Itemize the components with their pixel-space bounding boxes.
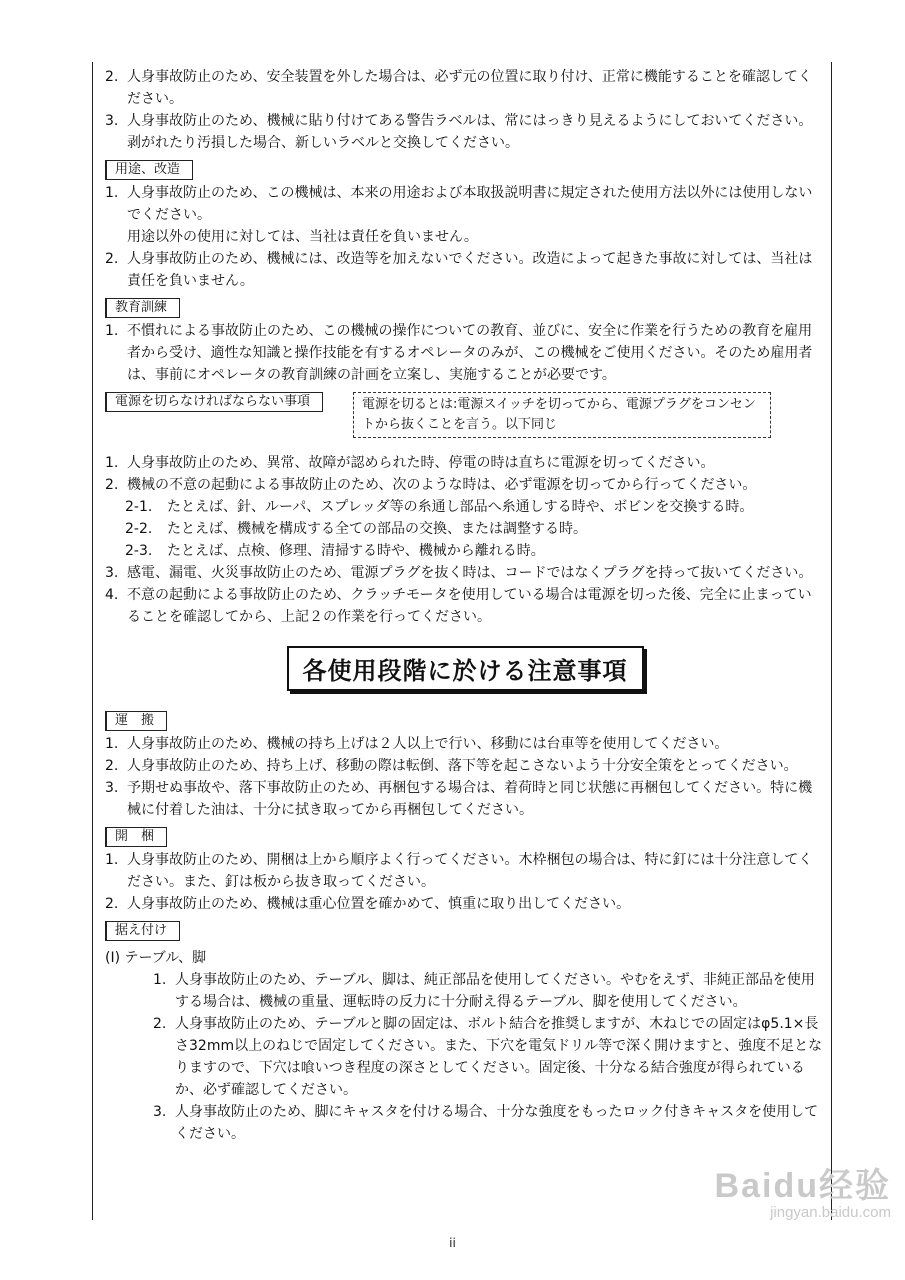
list-item: 2. 人身事故防止のため、機械には、改造等を加えないでください。改造によって起きた事故に対しては、当社は責任を負いません。: [105, 251, 813, 289]
list-item: 3. 人身事故防止のため、機械に貼り付けてある警告ラベルは、常にはっきり見えるようにしておいてください。剥がれたり汚損した場合、新しいラベルと交換してください。: [105, 113, 813, 151]
list-item: 3. 感電、漏電、火災事故防止のため、電源プラグを抜く時は、コードではなくプラグを持って抜いてください。: [105, 565, 813, 581]
section-heading-transport: 運 搬: [105, 711, 167, 731]
sub-list-item: 2-2. たとえば、機械を構成する全ての部品の交換、または調整する時。: [125, 521, 587, 537]
sub-list-item: 2-1. たとえば、針、ルーパ、スプレッダ等の糸通し部品へ糸通しする時や、ボビンを交換する時。: [125, 499, 754, 515]
list-item: 2. 機械の不意の起動による事故防止のため、次のような時は、必ず電源を切ってから行ってください。: [105, 477, 757, 493]
list-item: 2. 人身事故防止のため、安全装置を外した場合は、必ず元の位置に取り付け、正常に機能することを確認してください。: [105, 69, 812, 107]
list-item: 3. 人身事故防止のため、脚にキャスタを付ける場合、十分な強度をもったロック付きキャスタを使用してください。: [153, 1104, 819, 1142]
list-item: 2. 人身事故防止のため、機械は重心位置を確かめて、慎重に取り出してください。: [105, 896, 631, 912]
power-definition-note: 電源を切るとは:電源スイッチを切ってから、電源プラグをコンセントから抜くことを言う。以下同じ: [353, 392, 771, 438]
list-item: 3. 予期せぬ事故や、落下事故防止のため、再梱包する場合は、着荷時と同じ状態に再梱包してください。特に機械に付着した油は、十分に拭き取ってから再梱包してください。: [105, 780, 813, 818]
section-heading-training: 教育訓練: [105, 298, 180, 318]
main-title-box: [105, 646, 825, 691]
section-heading-installation: 据え付け: [105, 921, 180, 941]
page-number: ii: [449, 1236, 456, 1250]
list-item: 1. 人身事故防止のため、テーブル、脚は、純正部品を使用してください。やむをえず、非純正部品を使用する場合は、機械の重量、運転時の反力に十分耐え得るテーブル、脚を使用してください。: [153, 972, 815, 1010]
section-heading-unpacking: 開 梱: [105, 827, 167, 847]
list-item: 2. 人身事故防止のため、テーブルと脚の固定は、ボルト結合を推奨しますが、木ねじでの固定はφ5.1×長さ32mm以上のねじで固定してください。また、下穴を電気ドリル等で深く開けますと、強度不足となりますので、下穴は喰いつき程度の深さとしてください。固定後、十分なる結合強度が得られているか、必ず確認してください。: [153, 1016, 823, 1098]
list-item: 1. 人身事故防止のため、この機械は、本来の用途および本取扱説明書に規定された使用方法以外には使用しないでください。: [105, 185, 813, 223]
manual-page: [92, 62, 832, 1220]
list-item: 2. 人身事故防止のため、持ち上げ、移動の際は転倒、落下等を起こさないよう十分安全策をとってください。: [105, 758, 798, 774]
usage-note: 用途以外の使用に対しては、当社は責任を負いません。: [127, 229, 478, 245]
section-heading-usage: 用途、改造: [105, 160, 193, 180]
baidu-watermark: [691, 1168, 891, 1222]
list-item: 1. 人身事故防止のため、機械の持ち上げは２人以上で行い、移動には台車等を使用してください。: [105, 736, 729, 752]
list-item: 4. 不意の起動による事故防止のため、クラッチモータを使用している場合は電源を切った後、完全に止まっていることを確認してから、上記２の作業を行ってください。: [105, 587, 812, 625]
installation-subheading: (Ⅰ) テーブル、脚: [105, 950, 207, 966]
list-item: 1. 人身事故防止のため、開梱は上から順序よく行ってください。木枠梱包の場合は、特に釘には十分注意してください。また、釘は板から抜き取ってください。: [105, 852, 813, 890]
power-heading-row: [105, 392, 825, 438]
list-item: 1. 人身事故防止のため、異常、故障が認められた時、停電の時は直ちに電源を切ってください。: [105, 455, 715, 471]
sub-list-item: 2-3. たとえば、点検、修理、清掃する時や、機械から離れる時。: [125, 543, 545, 559]
list-item: 1. 不慣れによる事故防止のため、この機械の操作についての教育、並びに、安全に作業を行うための教育を雇用者から受け、適性な知識と操作技能を有するオペレータのみが、この機械をご使用ください。そのため雇用者は、事前にオペレータの教育訓練の計画を立案し、実施することが必要です。: [105, 323, 813, 383]
section-heading-power: 電源を切らなければならない事項: [105, 392, 323, 412]
watermark-logo: Baidu经验: [714, 1167, 891, 1205]
watermark-url: jingyan.baidu.com: [770, 1204, 891, 1221]
main-title: 各使用段階に於ける注意事項: [287, 646, 644, 691]
